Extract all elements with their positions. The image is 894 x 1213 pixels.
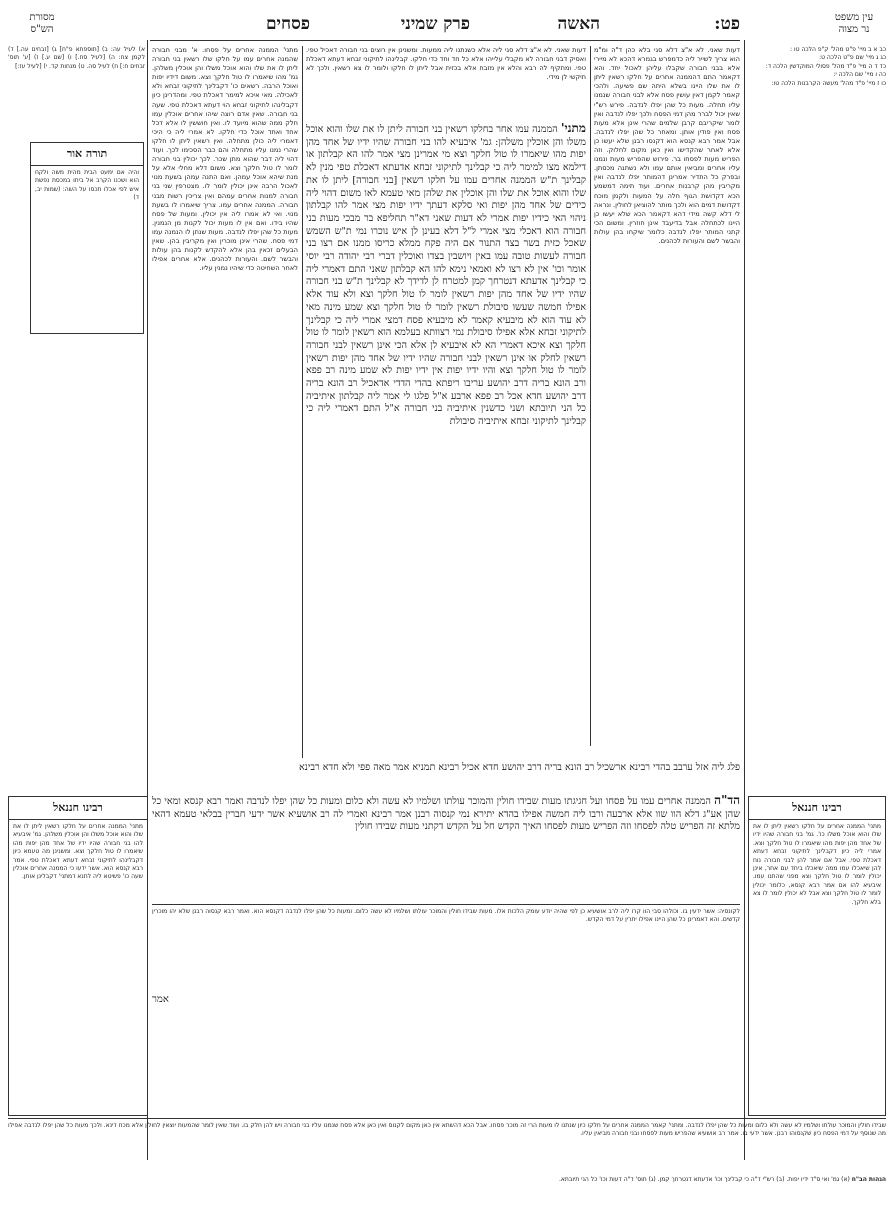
rashi-rule bbox=[302, 46, 303, 758]
masoret-hashas-heading-text: מסורת הש"ס bbox=[29, 12, 55, 35]
gemara-lower-2 bbox=[152, 794, 740, 900]
rc-left-rule bbox=[9, 819, 147, 820]
rabbeinu-chananel-right-text: מתני' הממנה אחרים על חלקו רשאין ליתן לו את שלו והוא אוכל משלו כו'. גמ' בני חבורה שהיו ידיו של אחד מהן יפות מהו שיאמרו לו טול חלקך וצא. אמרי ליה כיון דקבלינך לתיקוני זבחא דעתא דאכלת טפי. אבל אם אמר להן לבני חבורה נוח להן שיאכלו עמו ממה שיאכלו ביחד עם אחר, אינן יכולין לומר לו טול חלקך וצא מפני שהתנו עמו. איבעיא להו אם אמר רבא קנסא, כלומר יכולין לומר לו טול חלקך וצא אבל לא יכולין לומר לו צא בלא חלקך. bbox=[753, 823, 881, 906]
masoret-hashas-heading bbox=[12, 12, 72, 36]
rabbeinu-chananel-left-text: מתני' הממנה אחרים על חלקו רשאין ליתן לו את שלו והוא אוכל משלו והן אוכלין משלהן. גמ' איבעיא להו בני חבורה שהיו ידיו של אחד מהן יפות מהו שיאמרו לו טול חלקך וצא. ומשנינן מה טעמא כיון דקבלינהו לתיקוני זבחא דעתא דאכלת טפי. אמר רבא קנסא הוא. אשר ידעו כי הממנה אחרים אוכלין שעה כו' פשיטא ליה לתנא דמתני' דקבלינן אותן. bbox=[13, 823, 143, 881]
hagahot-section bbox=[8, 1176, 886, 1206]
gemara-lower-1: פלג ליה אזל ערבב בהדי רבינא ארשכיל רב הונא בריה דרב יהושע חדא אכיל רבינא תמניא אמר מאה פפי ולא חדא רבינא bbox=[298, 762, 740, 773]
siyum-label: הד"ה bbox=[714, 794, 740, 807]
footer-notes-bottom: שבידו חולין והמוכר עולתו ושלמיו לא עשה ולא כלום ומעות כל שהן יפלו לנדבה. ומתני' קאמר הממנה אחרים על חלקו כיון שנתנו לו מעות הרי זה מוכר פסחו. אבל הכא דהשתא אין כאן מקום לקנוס ואין כאן אלא פסח שנמנו עליו בני חבורה ויש להן חלק בו. ועוד שאין לומר שהמעות יוצאין לחולין אלא מכח דינא. ולכך מעות כל שהן יפלו לנדבה אפילו מה שנוסף על דמי הפסח כיון שקנסוהו רבנן. אשר ידעי בו. אמר רב אושעיא שהפריש מעות לפסחו ובני חבורה מביאין עליו. bbox=[8, 1122, 886, 1138]
ein-mishpat-column: כב א ב מיי' פ"ט מהל' ק"פ הלכה טו : כג ג מיי' שם פ"ט הלכה ט: כד ד ה מיי' פ"ד מהל' פסולי המוקדשין הלכה ד: כה ו מיי' שם הלכה י: כו ז מיי' פ"ד מהל' מעשה הקרבנות הלכה טו: bbox=[765, 46, 886, 87]
right-margin-rule bbox=[744, 40, 745, 1160]
hagahot-text: (א) גמ' ואי ס"ד ידיו יפות. (ב) רש"י ד"ה כי קבלינך וכו' אדעתא דנטרחך קמן. (ג) תוס' ד"ה דעות וכו' כל הני תיובתא. bbox=[558, 1176, 850, 1183]
torah-or-rule bbox=[31, 165, 143, 166]
mishna-text: הממנה עמו אחר בחלקו רשאין בני חבורה ליתן לו את שלו והוא אוכל משלו והן אוכלין משלהן: גמ' איבעיא להו בני חבורה שהיו ידיו של אחד מהן יפות מהו שיאמרו לו טול חלקך וצא מי אמרינן מצי אמר להו הא קבלתון או דילמא מצו למימר ליה כי קבלינך לתיקוני זבחא אדעתא דאכלת טפי מנין לא קבלינך ת"ש הממנה אחרים עמו על חלקו רשאין [בני חבורה] ליתן לו את שלו והוא אוכל את שלו והן אוכלין את שלהן מאי טעמא לאו משום דהוי ליה כידים של אחד מהן יפות ואי סלקא דעתך ידיו יפות מצי אמר להו קבלתון ניהוי האי כידיו יפות אמרי לא דעות שאני דא"ר תחליפא בר מבכי מעות בני חבורה הוא דאכלי מצי אמרי ל"ל דלא בעינן לן איש נוכרו נמי ת"ש השמש שאכל כזית בשר בצד התנור אם היה פקח ממלא כריסו ממנו אם רצו בני חבורה לעשות טובה עמו באין ויושבין בצדו ואוכלין דברי רבי יהודה רבי יוסי אומר וכו' אין לא רצו לא ואמאי נימא להו הא קבלתון שאני התם דאמרי ליה כי קבלינך אדעתא דנטרחך קמן למטרח לן לדידך לא קבלינך ת"ש בני חבורה שהיו ידיו של אחד מהן יפות רשאין לומר לו טול חלקך וצא ולא עוד אלא אפילו חמשה שעשו סיבולת רשאין לומר לו טול חלקך וצא שמע מינה מאי לא עוד הוא לא מיבעיא קאמר לא מיבעיא פסח דמצי אמרי ליה כי קבלינך לתיקוני זבחא אלא אפילו סיבולת נמי רצוותא בעלמא הוא רשאין לומר לו טול חלקך וצא איכא דאמרי הא לא איבעיא לן אלא הכי אינן רשאין לבני חבורה רשאין לחלק או אינן רשאין לבני חבורה שהיו ידיו של אחד מהן יפות רשאין לומר לו טול חלקך וצא והיו ידיו יפות אין ידיו יפות לא שמע מינה רב פפא ורב הונא בריה דרב יהושע עריבו ריפתא בהדי הדדי אדאכיל רב הונא בריה דרב יהושע חדא אכל רב פפא ארבע א"ל פלגו לי אמר ליה קבלתון איתיביה כל הני תיובתא ושני כדשנין איתיביה בני חבורה א"ל התם דאמרי ליה כי קבלינך לתיקוני זבחא איתיביה סיבולת bbox=[306, 124, 586, 428]
rabbeinu-chananel-right-box bbox=[748, 796, 886, 1116]
torah-or-text: והיה אם ימעט הבית מהית משה ולקח הוא ושכנו הקרב אל ביתו במכסת נפשת איש לפי אכלו תכסו על השה: (שמות יב, ד) bbox=[35, 169, 139, 202]
tosafot-column: דעות שאני. לא א"צ דלא סגי בלא כהן ד"ה ומ"מ הוא צריך לשייר ליה כדמפרש בגמרא דהכא לא מיירי אלא בבני חבורה שקבלו עליהן לאכול יחד. והא דקאמר התם דהממנה אחרים על חלקו רשאין ליתן לו את שלו היינו בשלא היתה שם פשיעה. ולהכי קאמר לקמן דאין עושין פסח אלא לבני חבורה שנמנו עליו תחלה. מעות כל שהן יפלו לנדבה. פירש רש"י שאין יכול לברר מהן דמי הפסח ולכך יפלו לנדבה ואין לומר שיקריבם קרבן שלמים שהרי אינן אלא מעות פסח ואין פודין אותן. ומאחר כל שהן יפלו לנדבה. אבל אמר רבא קנסא הוא דקנסו רבנן שלא יעשו כן אלא לאחר שהקדישו ואין כאן מקום לחלוק. וזה הפריש מעות לפסחו בר. פירוש שהפריש מעות ונמנו עליו אחרים ומביאין אותם עמו ולא נשתנה מכסתן. ובפרק כל התדיר אמרינן דהמותר יפלו לנדבה ואין מקריבין מהן קרבנות אחרים. ועוד תימה דמשמע הכא דקדושת הגוף חלה על המעות ולקמן מוכח דקדושת דמים הוא ולכך מותר להוציאן לחולין. ונראה לי דלא קשה מידי דהא דקאמר הכא שלא יעשו כן היינו לכתחלה אבל בדיעבד אינן חוזרין. ומשום הכי קתני המותר יפלו לנדבה כלומר שיקחו בהן עולות והבשר לשם והעורות לכהנים. bbox=[594, 46, 740, 245]
daf-number: פט: bbox=[714, 14, 740, 34]
rabbeinu-chananel-left-title: רבינו חננאל bbox=[53, 801, 103, 814]
footer-notes-right: לקונסיה: אשר ידעין בו. וכולהו סבי הוו קרו ליה לרב אושעיא כן לפי שהיה יודע עומק הלכות אלו. מעות שבידו חולין והמוכר עולתו ושלמיו לא עשה כלום. ומעות כל שהן יפלו לנדבה דקנסא הוא. ואמר רבא קנסוה רבנן שלא יהו מוכרין קדשים. והא דאמרינן כל שהן היינו אפילו יתרין על דמי הקדש. bbox=[152, 908, 740, 924]
chapter-reference: האשה bbox=[557, 14, 600, 34]
hagahot-title: הגהות הב"ח bbox=[851, 1176, 886, 1183]
rabbeinu-chananel-left-box bbox=[8, 796, 148, 1116]
mishna-label: מתני' bbox=[560, 122, 586, 135]
chapter-name: פרק שמיני bbox=[400, 14, 470, 34]
rashi-column: מתני' הממנה אחרים על פסחו. א' מבני חבורה שהמנה אחרים עמו על חלקו שלו רשאין בני חבורה ליתן לו את שלו והוא אוכל משלו והן אוכלין משלהן. גמ' מהו שיאמרו לו טול חלקך וצא. משום דידיו יפות ואוכל הרבה. רשאים כו' דקבלינך לתיקוני זבחא ולא לאכילה. מאי איכא למימר דאכלת טפי. ומהדרינן כיון דקבלינהו לתיקוני זבחא הוי דעתא דאכלת טפי. שעה בני חבורה. שאין אדם רוצה שיהו אחרים אוכלין עמו חלק ממה שהוא מיועד לו. ואין חוששין לו אלא דכל אחד ואחד אוכל כדי חלקו. לא אמרי ליה כי היכי דאמרי ליה כולן מתחלה. ואין רשאין ליתן לו חלקו שהרי נמנו עליו מתחלה והם כבר הסכימו לכך. ועוד דהוי ליה דבר שהוא מתן שכר. לכך יכולין בני חבורה לומר לו טול חלקך וצא. משום דלא מחלי אלא על מנת שיהא אוכל עמהן. ואם התנה עמהן בשעת מנוי לאכול הרבה אינן יכולין לומר לו. מצטרפין שני בני חבורה למנות אחרים עמהם ואין צריכין רשות מבני חבורה. הממנה אחרים עמו. צריך שיאמרו לו בשעת מנוי. ואי לא אמרו ליה אין יכולין. ומעות של פסח שהיו בידו. ואם אין לו מעות יכול לקנות מן הנמנין. מעות כל שהן יפלו לנדבה. מעות שנתן לו הנמנה עמו דמי פסח. שהרי אינן מוכרין ואין מקריבין בהן. שאין הבעלים זכאין בהן אלא להקדש לקנות בהן עולות והבשר לשם. והעורות לכהנים. אלא אחרים אפילו לאחר השחיטה כדי שיהיו נמנין עליו. bbox=[152, 46, 298, 273]
rabbeinu-chananel-right-title: רבינו חננאל bbox=[792, 801, 842, 814]
gemara-main bbox=[306, 122, 586, 758]
header-rule bbox=[150, 40, 740, 41]
notes-rule bbox=[152, 904, 740, 905]
torah-or-box bbox=[30, 142, 144, 334]
torah-or-title: תורה אור bbox=[66, 147, 108, 160]
rc-right-rule bbox=[749, 819, 885, 820]
ein-mishpat-heading bbox=[824, 12, 884, 36]
catchword: אמר bbox=[152, 994, 169, 1005]
masoret-hashas-column: א) לעיל עה: ב) [תוספתא פ"ח] ג) [זבחים עה.] ד) לקמן צח: ה) [לעיל סח.] ו) [שם ע.] ז) [ע' תוס' זבחים ח:] ח) לעיל סה. ט) מנחות קד. י) [לעיל עז:] bbox=[8, 46, 145, 70]
page-header bbox=[150, 14, 740, 36]
gemara-opening: דעות שאני. לא א"צ דלא סגי ליה אלא כשנתנו ליה ממעות. ומשנינן אין רוצים בני חבורה דאכיל טפי. ואסיק דבני חבורה לא מקבלי עלייהו אלא כל חד וחד כדי חלקו. קבלינהו לתיקוני זבחא דעתא דאכלת טפי. ומתקיף לה רבא והלא אין מזבח אלא בכזית אבל ליתן לו חלקו ולומר לו צא רשאין. ולכך לא תיקשי לן מידי. bbox=[306, 46, 586, 82]
tosafot-rule bbox=[590, 46, 591, 746]
gemara-lower-text: הממנה אחרים עמו על פסחו ועל חגיגתו מעות שבידו חולין והמוכר עולתו ושלמיו לא עשה ולא כלום ומעות כל שהן יפלו לנדבה ואמר רבא קנסא ומאי כל שהן אע"ג דלא הוו שוו אלא ארבעה ורבו ליה חמשה אפילו בהדא יתירא נמי קנסוה רבנן אמר רבינא ואמרי לה רב אושעיא אשר ידעי חברין בבלאי טעמא דהאי מלתא זה הפריש טלה לפסחו וזה הפריש מעות לפסחו האיך הקדש חל על הקדש דקתני מעות שבידו חולין bbox=[152, 796, 740, 833]
bottom-rule bbox=[8, 1118, 886, 1119]
ein-mishpat-heading-text: עין משפט נר מצוה bbox=[834, 12, 874, 35]
tractate-name: פסחים bbox=[265, 14, 310, 34]
